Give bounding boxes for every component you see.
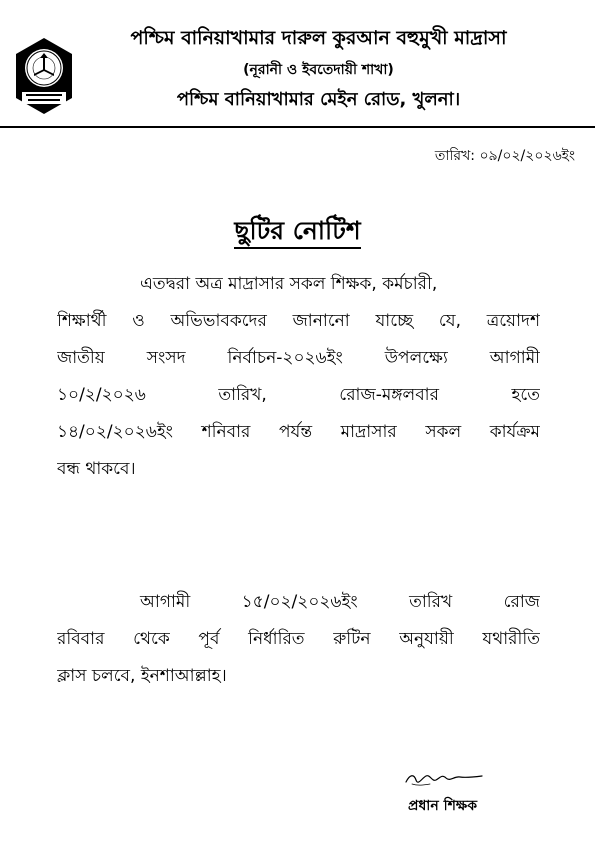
paragraph-line: ক্লাস চলবে, ইনশাআল্লাহ। xyxy=(57,666,227,686)
notice-paragraph-1 xyxy=(57,266,540,488)
paragraph-line: বন্ধ থাকবে। xyxy=(57,459,136,479)
paragraph-line: জাতীয় সংসদ নির্বাচন-২০২৬ইং উপলক্ষ্যে আগামী xyxy=(57,348,540,368)
notice-title-text: ছুটির নোটিশ xyxy=(234,216,360,249)
paragraph-line: ১০/২/২০২৬ তারিখ, রোজ-মঙ্গলবার হতে xyxy=(57,385,540,405)
paragraph-line: আগামী ১৫/০২/২০২৬ইং তারিখ রোজ xyxy=(140,592,540,612)
signatory-title: প্রধান শিক্ষক xyxy=(408,798,478,814)
paragraph-line: ১৪/০২/২০২৬ইং শনিবার পর্যন্ত মাদ্রাসার সকল কার্যক্রম xyxy=(57,422,540,442)
paragraph-line: শিক্ষার্থী ও অভিভাবকদের জানানো যাচ্ছে যে, ত্রয়োদশ xyxy=(57,311,540,331)
organization-address: পশ্চিম বানিয়াখামার মেইন রোড, খুলনা। xyxy=(176,89,461,110)
notice-paragraph-2 xyxy=(57,584,540,695)
organization-branch: (নূরানী ও ইবতেদায়ী শাখা) xyxy=(243,62,394,78)
organization-name: পশ্চিম বানিয়াখামার দারুল কুরআন বহুমুখী মাদ্রাসা xyxy=(130,27,507,49)
paragraph-line: এতদ্বরা অত্র মাদ্রাসার সকল শিক্ষক, কর্মচারী, xyxy=(140,274,438,294)
handwritten-signature-icon xyxy=(404,768,484,790)
paragraph-line: রবিবার থেকে পূর্ব নির্ধারিত রুটিন অনুযায়ী যথারীতি xyxy=(57,629,540,649)
header-divider xyxy=(0,126,595,128)
notice-date: তারিখ: ০৯/০২/২০২৬ইং xyxy=(434,148,575,164)
notice-title xyxy=(0,214,595,248)
